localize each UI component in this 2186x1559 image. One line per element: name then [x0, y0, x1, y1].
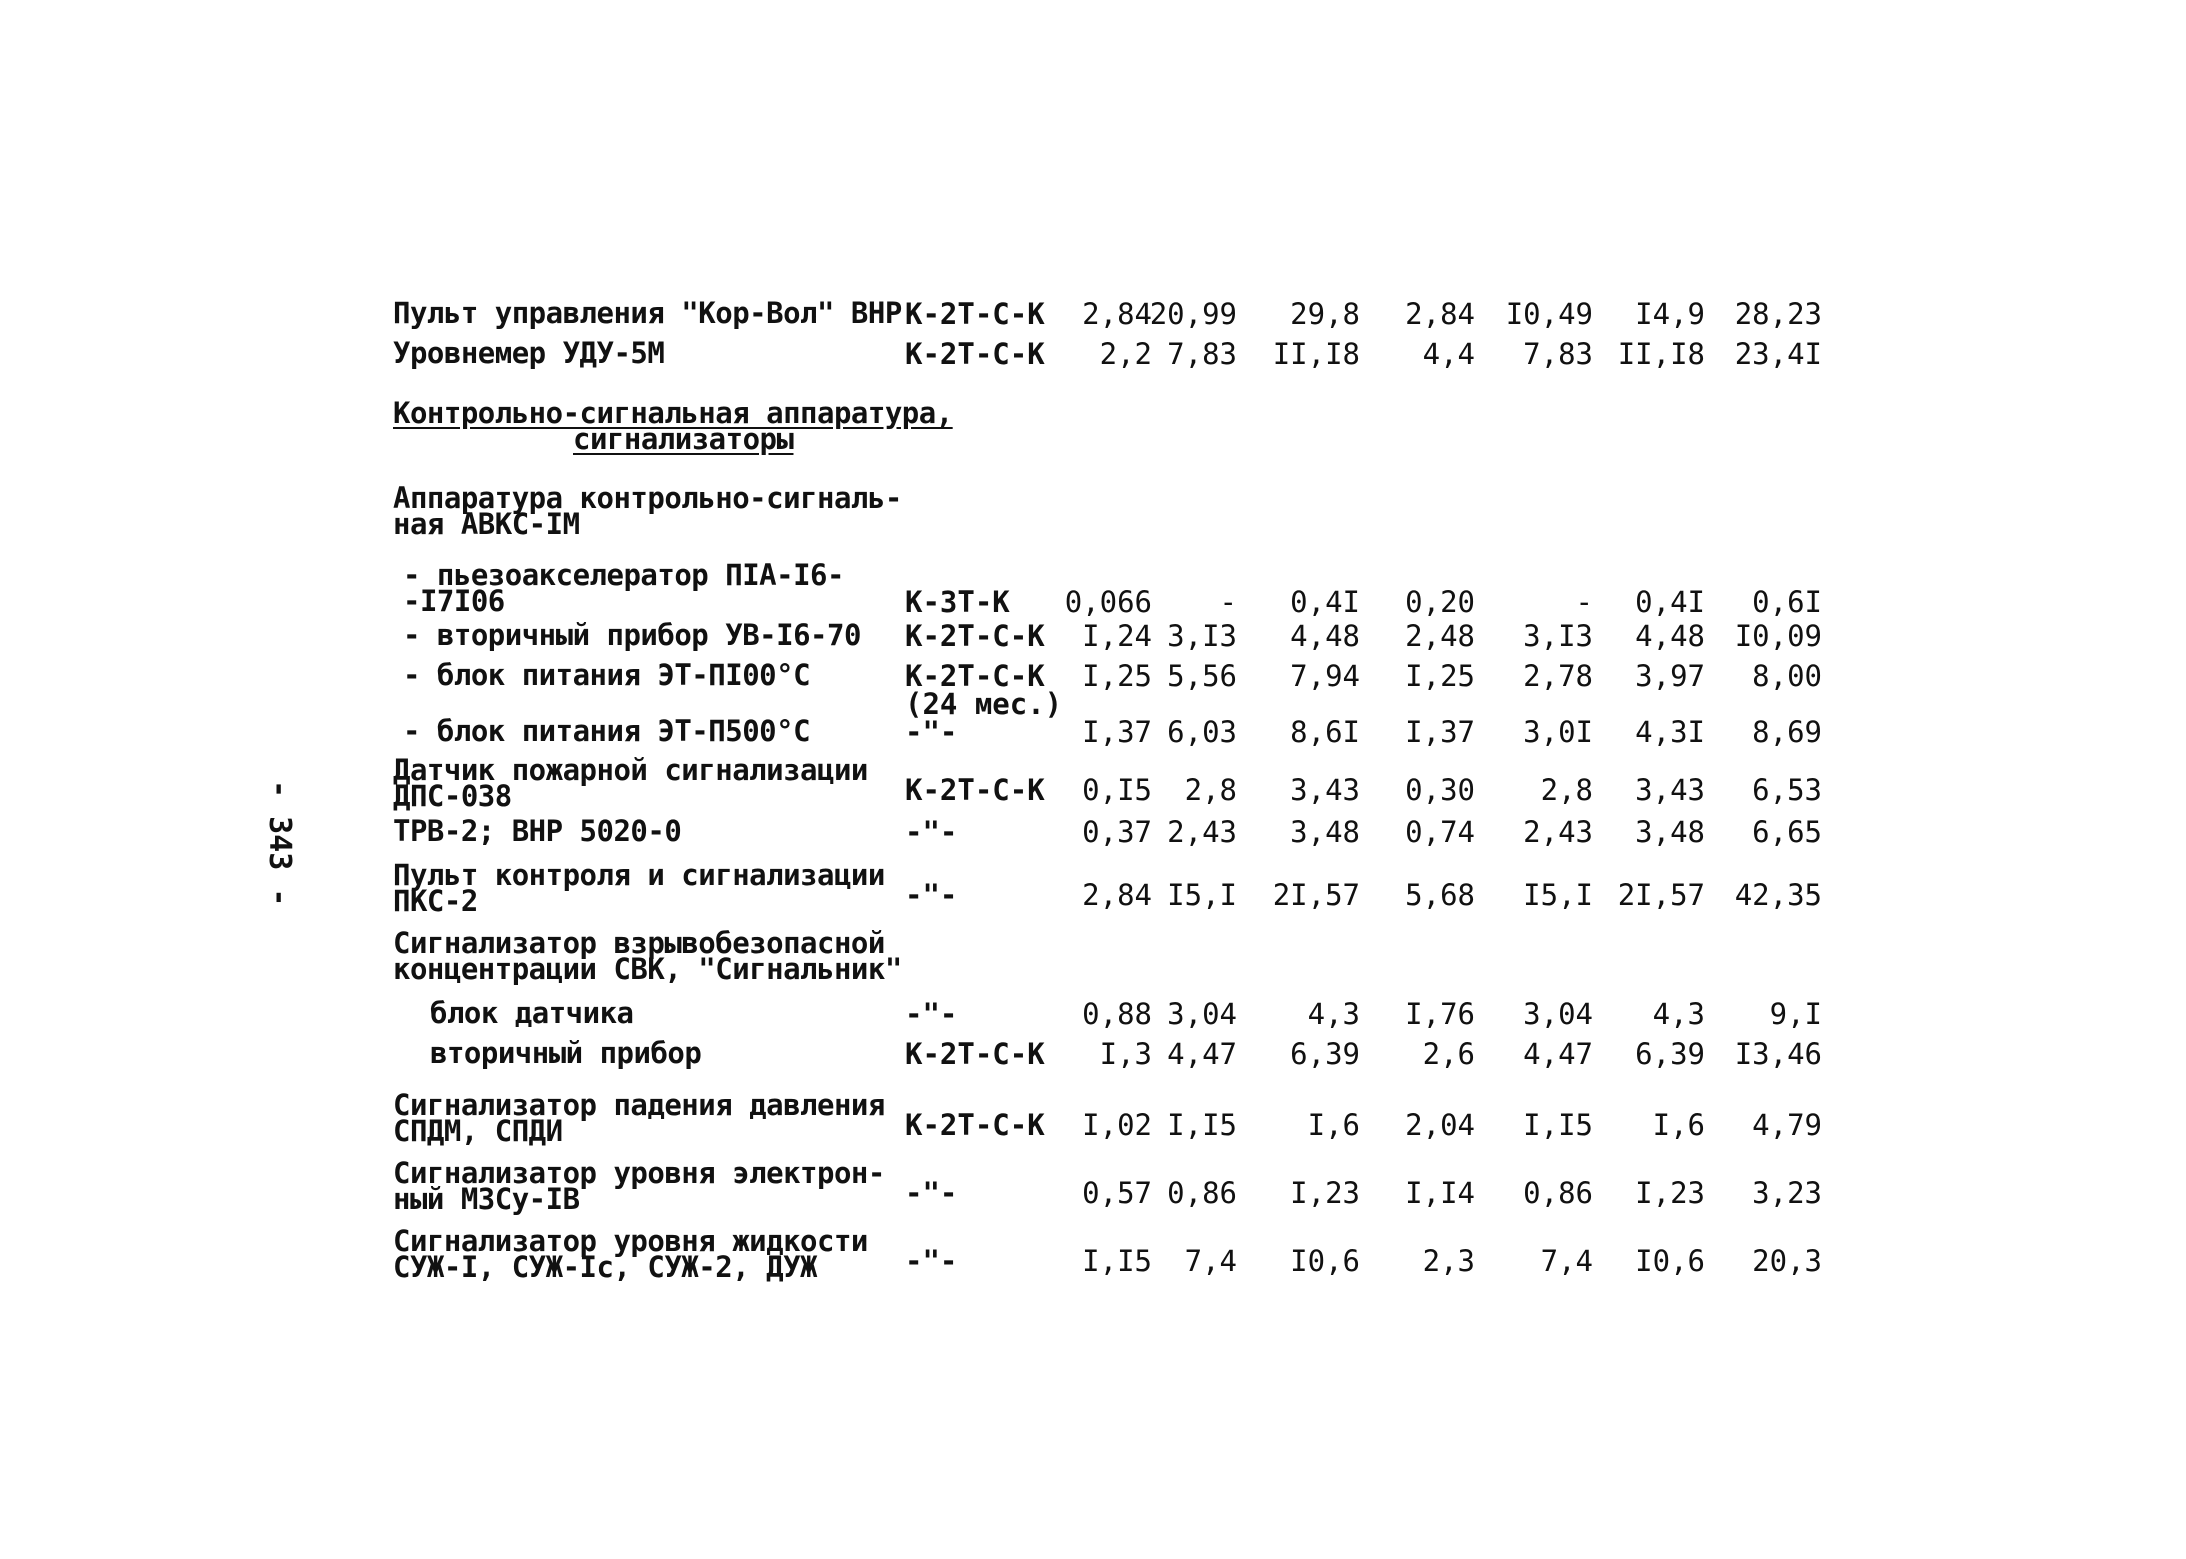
item-type [905, 773, 1045, 807]
item-name [403, 658, 811, 692]
type-code: К-2Т-С-К [905, 1037, 1045, 1071]
value-cell: 0,86 [1167, 1176, 1237, 1210]
value-cell: 3,I3 [1523, 619, 1593, 653]
item-type [905, 1244, 958, 1278]
value-cell: I,I5 [1523, 1108, 1593, 1142]
value-cell: I,23 [1635, 1176, 1705, 1210]
value-cell: 7,83 [1523, 337, 1593, 371]
value-cell: 8,69 [1752, 715, 1822, 749]
value-cell: 2,2 [1099, 337, 1152, 371]
value-cell: I,37 [1405, 715, 1475, 749]
item-type [905, 297, 1045, 331]
value-cell: 0,30 [1405, 773, 1475, 807]
value-cell: I3,46 [1734, 1037, 1822, 1071]
value-cell: 7,4 [1540, 1244, 1593, 1278]
value-cell: 2,3 [1422, 1244, 1475, 1278]
value-cell: I0,6 [1635, 1244, 1705, 1278]
value-cell: I0,49 [1505, 297, 1593, 331]
value-cell: 2,48 [1405, 619, 1475, 653]
type-code: К-2Т-С-К [905, 297, 1045, 331]
value-cell: 2,78 [1523, 659, 1593, 693]
item-name [393, 336, 665, 370]
item-name-line: концентрации СВК, "Сигнальник" [393, 952, 902, 986]
type-code: -"- [905, 878, 958, 912]
value-cell: 3,43 [1635, 773, 1705, 807]
item-name-line: СУЖ-I, СУЖ-Iс, СУЖ-2, ДУЖ [393, 1250, 817, 1284]
value-cell: I4,9 [1635, 297, 1705, 331]
value-cell: 9,I [1769, 997, 1822, 1031]
item-name-line: - блок питания ЭТ-П500°С [403, 714, 811, 748]
value-cell: 0,4I [1635, 585, 1705, 619]
item-type [905, 715, 958, 749]
item-name [430, 1036, 702, 1070]
item-name [393, 753, 868, 813]
item-name-line: - пьезоакселератор ПIА-I6- [403, 558, 844, 592]
item-name-line: ная АВКС-IМ [393, 507, 580, 541]
item-name-line: ПКС-2 [393, 884, 478, 918]
item-type [905, 1037, 1045, 1071]
value-cell: I,6 [1652, 1108, 1705, 1142]
value-cell: 2,43 [1167, 815, 1237, 849]
value-cell: 3,0I [1523, 715, 1593, 749]
value-cell: 0,6I [1752, 585, 1822, 619]
value-cell: 4,48 [1635, 619, 1705, 653]
value-cell: 2,43 [1523, 815, 1593, 849]
value-cell: 6,53 [1752, 773, 1822, 807]
item-name-line: Сигнализатор падения давления [393, 1088, 885, 1122]
value-cell: 8,00 [1752, 659, 1822, 693]
item-name [393, 1224, 868, 1284]
value-cell: I5,I [1167, 878, 1237, 912]
item-name [430, 996, 634, 1030]
item-name [393, 1088, 885, 1148]
item-name-line: Контрольно-сигнальная аппаратура, [393, 396, 953, 430]
item-name-line: Уровнемер УДУ-5М [393, 336, 665, 370]
value-cell: 0,88 [1082, 997, 1152, 1031]
value-cell: 0,74 [1405, 815, 1475, 849]
value-cell: 6,39 [1290, 1037, 1360, 1071]
item-type [905, 1108, 1045, 1142]
value-cell: I,76 [1405, 997, 1475, 1031]
item-name-line: СПДМ, СПДИ [393, 1114, 563, 1148]
type-code: -"- [905, 997, 958, 1031]
value-cell: I,37 [1082, 715, 1152, 749]
value-cell: 3,48 [1290, 815, 1360, 849]
value-cell: 3,04 [1523, 997, 1593, 1031]
value-cell: I,I4 [1405, 1176, 1475, 1210]
item-name-line: Аппаратура контрольно-сигналь- [393, 481, 902, 515]
value-cell: I,I5 [1167, 1108, 1237, 1142]
value-cell: II,I8 [1272, 337, 1360, 371]
value-cell: 3,04 [1167, 997, 1237, 1031]
item-type [905, 585, 1010, 619]
value-cell: - [1219, 585, 1237, 619]
item-name-line: -I7I06 [403, 584, 505, 618]
value-cell: 2I,57 [1272, 878, 1360, 912]
value-cell: 0,I5 [1082, 773, 1152, 807]
value-cell: I,25 [1405, 659, 1475, 693]
value-cell: 2,84 [1405, 297, 1475, 331]
item-name [393, 858, 885, 918]
value-cell: 4,47 [1167, 1037, 1237, 1071]
value-cell: 7,94 [1290, 659, 1360, 693]
value-cell: 3,97 [1635, 659, 1705, 693]
type-code: К-2Т-С-К [905, 619, 1045, 653]
value-cell: 2,8 [1540, 773, 1593, 807]
item-type [905, 659, 1063, 721]
value-cell: I,02 [1082, 1108, 1152, 1142]
type-code: К-3Т-К [905, 585, 1010, 619]
value-cell: 3,I3 [1167, 619, 1237, 653]
value-cell: I,23 [1290, 1176, 1360, 1210]
value-cell: 6,65 [1752, 815, 1822, 849]
item-name-line: - блок питания ЭТ-ПI00°С [403, 658, 811, 692]
item-name-line: блок датчика [430, 996, 634, 1030]
value-cell: 2,6 [1422, 1037, 1475, 1071]
item-name-line: - вторичный прибор УВ-I6-70 [403, 618, 861, 652]
type-code: К-2Т-С-К [905, 337, 1045, 371]
type-code: -"- [905, 715, 958, 749]
value-cell: 4,3 [1652, 997, 1705, 1031]
type-code: К-2Т-С-К [905, 1108, 1045, 1142]
value-cell: 2,8 [1184, 773, 1237, 807]
item-name-line: Пульт управления "Кор-Вол" ВНР [393, 296, 902, 330]
value-cell: 4,3I [1635, 715, 1705, 749]
value-cell: I5,I [1523, 878, 1593, 912]
value-cell: 5,68 [1405, 878, 1475, 912]
value-cell: I,24 [1082, 619, 1152, 653]
value-cell: 3,48 [1635, 815, 1705, 849]
item-name [393, 296, 902, 330]
value-cell: 2,84 [1082, 297, 1152, 331]
item-name-line: ДПС-038 [393, 779, 512, 813]
value-cell: 4,48 [1290, 619, 1360, 653]
value-cell: 8,6I [1290, 715, 1360, 749]
value-cell: 5,56 [1167, 659, 1237, 693]
value-cell: I,6 [1307, 1108, 1360, 1142]
value-cell: 3,23 [1752, 1176, 1822, 1210]
value-cell: 0,066 [1064, 585, 1152, 619]
value-cell: I0,6 [1290, 1244, 1360, 1278]
value-cell: 29,8 [1290, 297, 1360, 331]
item-name-line: Сигнализатор уровня жидкости [393, 1224, 868, 1258]
item-name [403, 618, 861, 652]
item-type [905, 337, 1045, 371]
item-type [905, 619, 1045, 653]
item-type [905, 997, 958, 1031]
item-name [393, 1156, 885, 1216]
item-name-line: Сигнализатор уровня электрон- [393, 1156, 885, 1190]
value-cell: II,I8 [1617, 337, 1705, 371]
type-code: -"- [905, 1244, 958, 1278]
value-cell: 2,84 [1082, 878, 1152, 912]
item-name-line: ТРВ-2; ВНР 5020-0 [393, 814, 682, 848]
value-cell: 6,03 [1167, 715, 1237, 749]
item-name-line: сигнализаторы [573, 422, 794, 456]
value-cell: I,I5 [1082, 1244, 1152, 1278]
item-name-line: Датчик пожарной сигнализации [393, 753, 868, 787]
item-type [905, 1176, 958, 1210]
item-name [403, 714, 811, 748]
item-name [403, 558, 844, 618]
item-name-line: ный МЗСу-IВ [393, 1182, 580, 1216]
value-cell: 0,37 [1082, 815, 1152, 849]
value-cell: 0,57 [1082, 1176, 1152, 1210]
value-cell: 4,3 [1307, 997, 1360, 1031]
value-cell: 6,39 [1635, 1037, 1705, 1071]
item-type [905, 815, 958, 849]
type-code: -"- [905, 815, 958, 849]
item-name [393, 396, 953, 456]
value-cell: 4,79 [1752, 1108, 1822, 1142]
type-code: К-2Т-С-К [905, 659, 1045, 693]
item-name-line: вторичный прибор [430, 1036, 702, 1070]
value-cell: 7,83 [1167, 337, 1237, 371]
item-name [393, 481, 902, 541]
item-type [905, 878, 958, 912]
type-code: К-2Т-С-К [905, 773, 1045, 807]
type-note: (24 мес.) [905, 687, 1063, 721]
value-cell: 2I,57 [1617, 878, 1705, 912]
item-name [393, 926, 902, 986]
value-cell: I,3 [1099, 1037, 1152, 1071]
value-cell: I,25 [1082, 659, 1152, 693]
value-cell: 4,4 [1422, 337, 1475, 371]
item-name-line: Пульт контроля и сигнализации [393, 858, 885, 892]
value-cell: 0,86 [1523, 1176, 1593, 1210]
value-cell: 2,04 [1405, 1108, 1475, 1142]
value-cell: 7,4 [1184, 1244, 1237, 1278]
type-code: -"- [905, 1176, 958, 1210]
value-cell: 28,23 [1734, 297, 1822, 331]
value-cell: I0,09 [1734, 619, 1822, 653]
item-name-line: Сигнализатор взрывобезопасной [393, 926, 885, 960]
value-cell: - [1575, 585, 1593, 619]
value-cell: 23,4I [1734, 337, 1822, 371]
value-cell: 42,35 [1734, 878, 1822, 912]
value-cell: 20,99 [1149, 297, 1237, 331]
value-cell: 0,20 [1405, 585, 1475, 619]
page-number: - 343 - [262, 780, 297, 907]
item-name [393, 814, 682, 848]
value-cell: 4,47 [1523, 1037, 1593, 1071]
value-cell: 20,3 [1752, 1244, 1822, 1278]
value-cell: 0,4I [1290, 585, 1360, 619]
value-cell: 3,43 [1290, 773, 1360, 807]
